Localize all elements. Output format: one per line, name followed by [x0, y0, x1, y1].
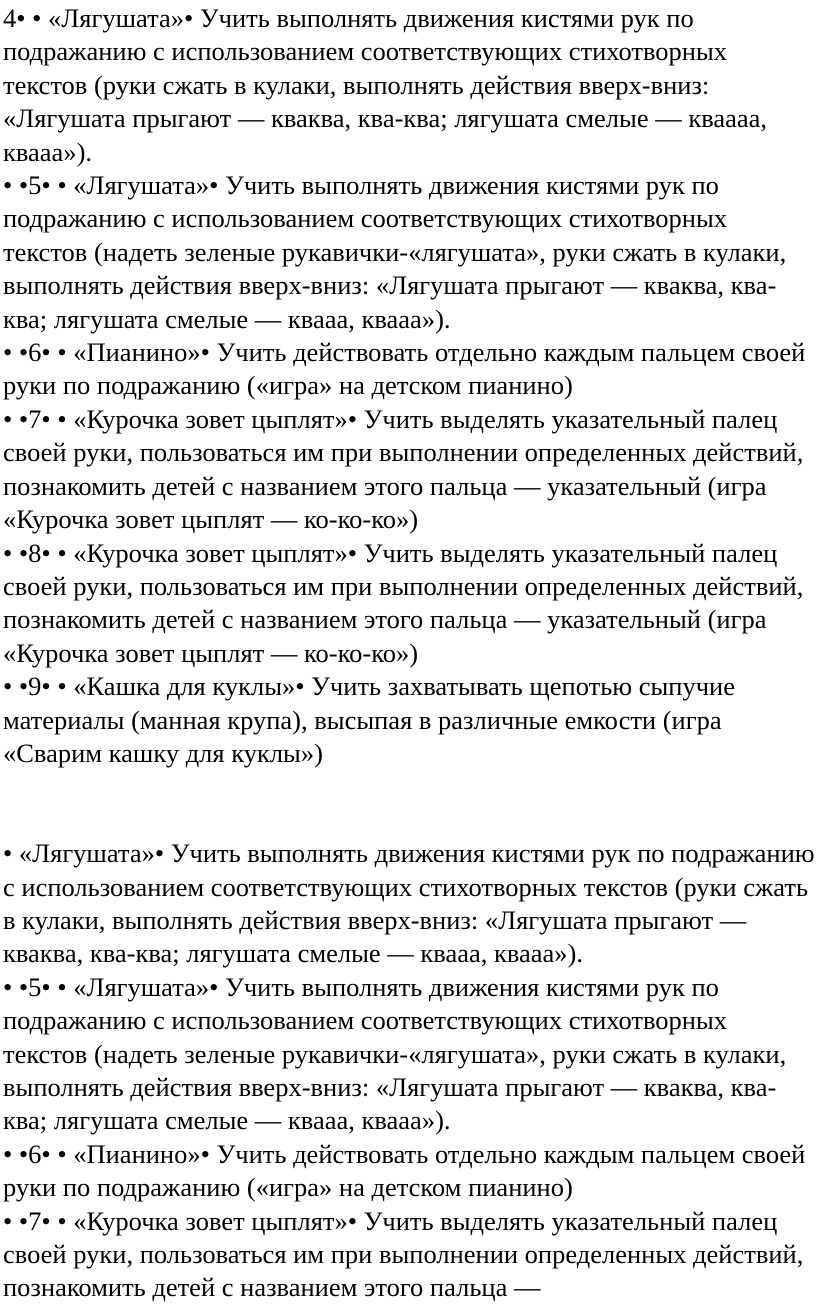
paragraph-item-6-repeat: • •6• • «Пианино»• Учить действовать отдельно каждым пальцем своей руки по подражанию («игра» на детском пианино) — [3, 1138, 806, 1203]
paragraph-item-frog-repeat: • «Лягушата»• Учить выполнять движения кистями рук по подражанию с использованием соответствующих стихотворных текстов (руки сжать в кулаки, выполнять действия вверх-вниз: «Лягушата прыгают — кваква, ква-ква; лягушата смелые — квааа, квааа»). — [3, 838, 815, 969]
paragraph-item-5-repeat: • •5• • «Лягушата»• Учить выполнять движения кистями рук по подражанию с использованием соответствующих стихотворных текстов (надеть зеленые рукавички-«лягушата», руки сжать в кулаки, выполнять действия вверх-вниз: «Лягушата прыгают — кваква, ква-ква; лягушата смелые — квааа, квааа»). — [3, 971, 787, 1136]
paragraph-item-7: • •7• • «Курочка зовет цыплят»• Учить выделять указательный палец своей руки, пользоваться им при выполнении определенных действий, познакомить детей с названием этого пальца — указательный (игра «Курочка зовет цыплят — ко-ко-ко») — [3, 403, 804, 535]
paragraph-item-5: • •5• • «Лягушата»• Учить выполнять движения кистями рук по подражанию с использованием соответствующих стихотворных текстов (надеть зеленые рукавички-«лягушата», руки сжать в кулаки, выполнять действия вверх-вниз: «Лягушата прыгают — кваква, ква-ква; лягушата смелые — квааа, квааа»). — [3, 170, 787, 334]
text-block-second — [3, 837, 816, 1305]
text-block-first — [3, 2, 816, 770]
paragraph-item-8: • •8• • «Курочка зовет цыплят»• Учить выделять указательный палец своей руки, пользоваться им при выполнении определенных действий, познакомить детей с названием этого пальца — указательный (игра «Курочка зовет цыплят — ко-ко-ко») — [3, 537, 804, 668]
paragraph-item-4: 4• • «Лягушата»• Учить выполнять движения кистями рук по подражанию с использованием соответствующих стихотворных текстов (руки сжать в кулаки, выполнять действия вверх-вниз: «Лягушата прыгают — кваква, ква-ква; лягушата смелые — кваааа, квааа»). — [3, 3, 768, 167]
paragraph-item-9: • •9• • «Кашка для куклы»• Учить захватывать щепотью сыпучие материалы (манная крупа), высыпая в различные емкости (игра «Сварим кашку для куклы») — [3, 671, 735, 768]
paragraph-item-7-repeat: • •7• • «Курочка зовет цыплят»• Учить выделять указательный палец своей руки, пользоваться им при выполнении определенных действий, познакомить детей с названием этого пальца — — [3, 1205, 804, 1303]
blank-gap — [3, 770, 816, 837]
paragraph-item-6: • •6• • «Пианино»• Учить действовать отдельно каждым пальцем своей руки по подражанию («игра» на детском пианино) — [3, 337, 806, 401]
